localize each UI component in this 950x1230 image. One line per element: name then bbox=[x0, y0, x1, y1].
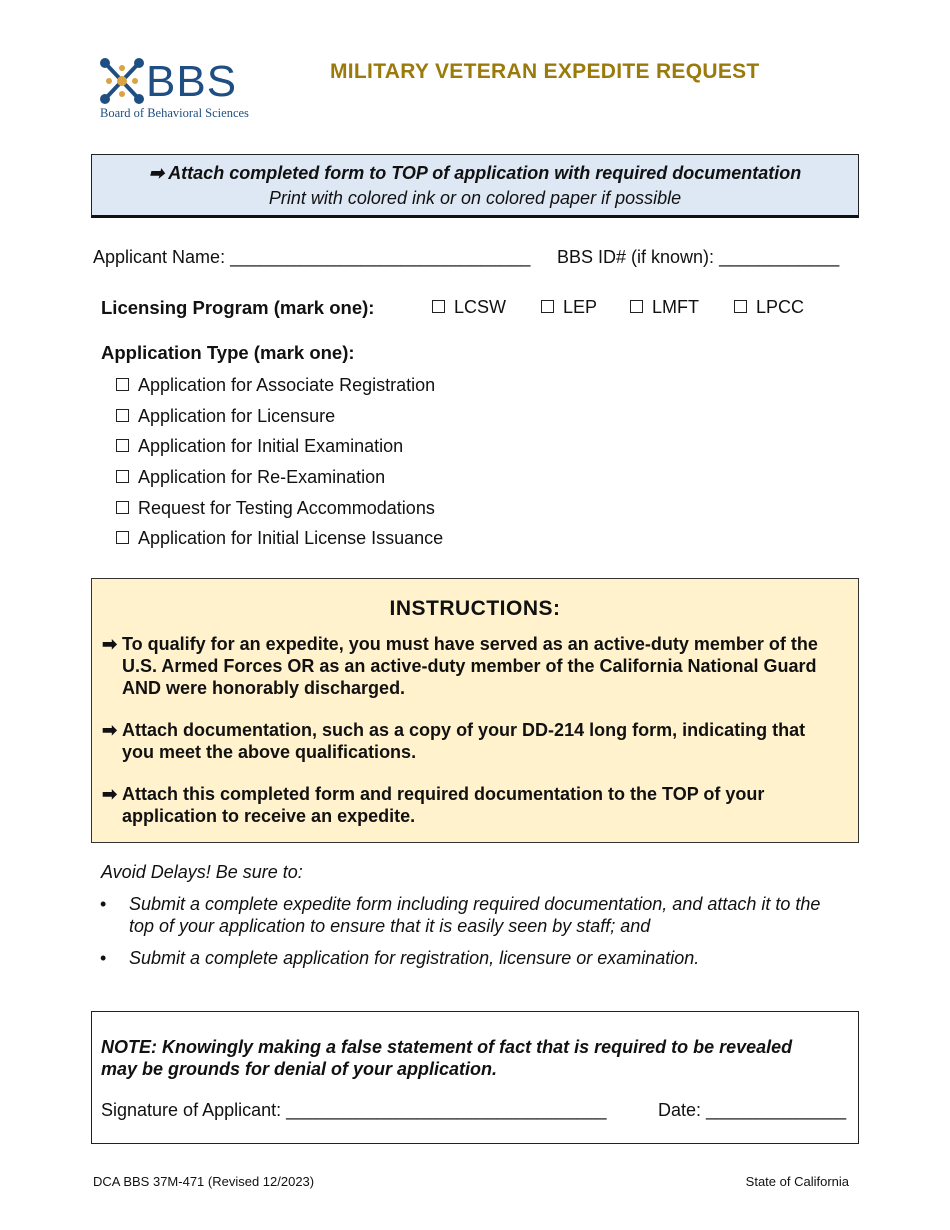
checkbox[interactable] bbox=[116, 409, 129, 422]
logo-text: BBS bbox=[146, 57, 238, 106]
licensing-program-label: Licensing Program (mark one): bbox=[101, 297, 375, 318]
checkbox[interactable] bbox=[541, 300, 554, 313]
banner-line-2: Print with colored ink or on colored paper if possible bbox=[268, 188, 682, 208]
app-type-option[interactable] bbox=[116, 375, 435, 396]
licensing-option-lcsw[interactable] bbox=[432, 297, 506, 318]
checkbox[interactable] bbox=[734, 300, 747, 313]
bbs-id-field[interactable] bbox=[557, 247, 839, 268]
instruction-point: ➡ Attach documentation, such as a copy of your DD-214 long form, indicating that you meet the above qualifications. bbox=[102, 720, 806, 762]
bullet-icon: • bbox=[100, 894, 107, 914]
licensing-option-lmft[interactable] bbox=[630, 297, 699, 318]
option-label: LMFT bbox=[652, 297, 699, 317]
bbs-id-label: BBS ID# (if known): bbox=[557, 247, 715, 267]
applicant-name-blank[interactable]: ______________________________ bbox=[230, 247, 531, 267]
arrow-right-icon: ➡ bbox=[148, 163, 169, 183]
signature-blank[interactable]: ________________________________ bbox=[286, 1100, 607, 1120]
app-type-option[interactable] bbox=[116, 436, 403, 457]
signature-field[interactable] bbox=[101, 1100, 606, 1121]
option-label: Application for Licensure bbox=[138, 406, 336, 426]
app-type-option[interactable] bbox=[116, 528, 443, 549]
bullet-icon: • bbox=[100, 948, 107, 968]
applicant-name-label: Applicant Name: bbox=[93, 247, 226, 267]
option-label: Application for Initial License Issuance bbox=[138, 528, 444, 548]
checkbox[interactable] bbox=[116, 378, 129, 391]
application-type-label: Application Type (mark one): bbox=[101, 342, 355, 363]
logo-subtitle: Board of Behavioral Sciences bbox=[100, 106, 249, 120]
molecule-icon bbox=[100, 58, 144, 104]
option-label: Application for Re-Examination bbox=[138, 467, 386, 487]
option-label: Application for Initial Examination bbox=[138, 436, 404, 456]
licensing-option-lpcc[interactable] bbox=[734, 297, 804, 318]
arrow-right-icon: ➡ bbox=[102, 784, 118, 804]
bbs-id-blank[interactable]: ____________ bbox=[719, 247, 840, 267]
avoid-delays-heading: Avoid Delays! Be sure to: bbox=[101, 862, 303, 882]
date-field[interactable] bbox=[658, 1100, 846, 1121]
checkbox[interactable] bbox=[432, 300, 445, 313]
instructions-box bbox=[91, 578, 859, 843]
licensing-option-lep[interactable] bbox=[541, 297, 597, 318]
signature-label: Signature of Applicant: bbox=[101, 1100, 282, 1120]
arrow-right-icon: ➡ bbox=[102, 720, 118, 740]
app-type-option[interactable] bbox=[116, 498, 435, 519]
option-label: Request for Testing Accommodations bbox=[138, 498, 435, 518]
checkbox[interactable] bbox=[116, 470, 129, 483]
instruction-point: ➡ To qualify for an expedite, you must have served as an active-duty member of the U.S. Armed Forces OR as an active-duty member of the California National Guard AND were honorably discharged. bbox=[102, 634, 818, 698]
bullet-item: • Submit a complete expedite form including required documentation, and attach it to the top of your application to ensure that it is easily seen by staff; and bbox=[100, 894, 821, 936]
app-type-option[interactable] bbox=[116, 467, 385, 488]
option-label: Application for Associate Registration bbox=[138, 375, 436, 395]
arrow-right-icon: ➡ bbox=[102, 634, 118, 654]
checkbox[interactable] bbox=[116, 501, 129, 514]
bullet-item: • Submit a complete application for registration, licensure or examination. bbox=[100, 948, 700, 968]
app-type-option[interactable] bbox=[116, 406, 335, 427]
date-label: Date: bbox=[658, 1100, 702, 1120]
date-blank[interactable]: ______________ bbox=[706, 1100, 847, 1120]
instructions-heading: INSTRUCTIONS: bbox=[389, 597, 561, 620]
page-title: MILITARY VETERAN EXPEDITE REQUEST bbox=[330, 60, 760, 83]
applicant-name-field[interactable] bbox=[93, 247, 530, 268]
note-text: NOTE: Knowingly making a false statement of fact that is required to be revealed may be grounds for denial of your application. bbox=[101, 1037, 793, 1079]
state-label: State of California bbox=[745, 1174, 849, 1189]
checkbox[interactable] bbox=[116, 531, 129, 544]
attach-banner bbox=[91, 154, 859, 218]
banner-line-1: Attach completed form to TOP of application with required documentation bbox=[168, 163, 802, 183]
form-number: DCA BBS 37M-471 (Revised 12/2023) bbox=[93, 1174, 315, 1189]
option-label: LCSW bbox=[454, 297, 507, 317]
option-label: LPCC bbox=[756, 297, 805, 317]
option-label: LEP bbox=[563, 297, 598, 317]
checkbox[interactable] bbox=[116, 439, 129, 452]
instruction-point: ➡ Attach this completed form and required documentation to the TOP of your application to receive an expedite. bbox=[102, 784, 765, 826]
bbs-logo bbox=[100, 58, 270, 122]
checkbox[interactable] bbox=[630, 300, 643, 313]
note-box bbox=[91, 1011, 859, 1144]
